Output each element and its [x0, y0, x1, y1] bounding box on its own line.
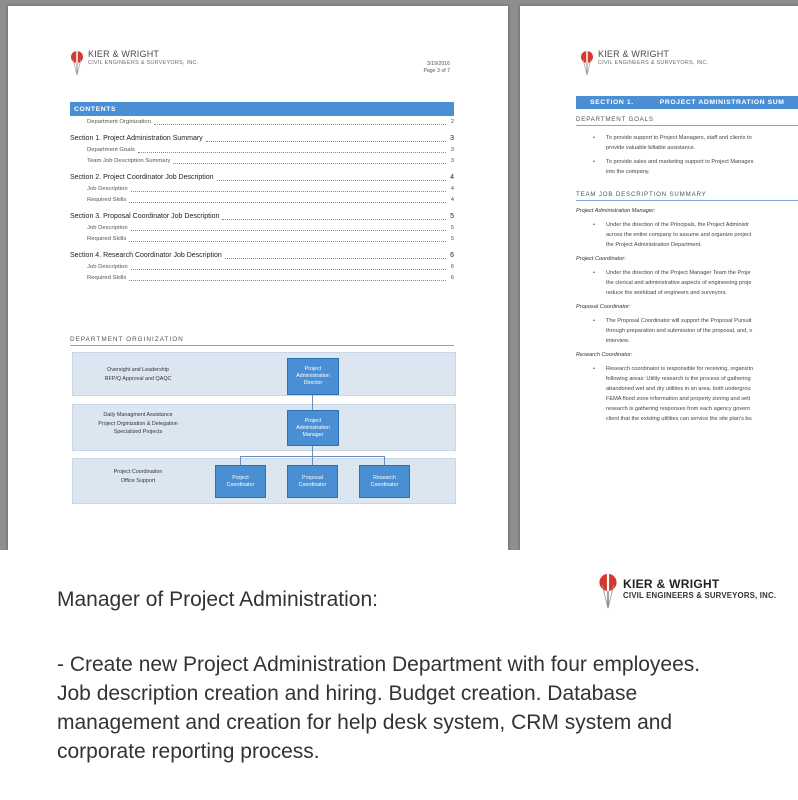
- org-connector: [384, 456, 385, 465]
- document-page-1: [8, 6, 508, 550]
- role-heading: Proposal Coordinator:: [576, 304, 631, 310]
- team-summary-title: TEAM JOB DESCRIPTION SUMMARY: [576, 191, 798, 201]
- toc-entry[interactable]: Job Description 4: [87, 185, 454, 192]
- org-connector: [240, 456, 241, 465]
- org-node-research-coordinator[interactable]: Research Coordinator: [359, 465, 410, 498]
- org-connector: [312, 456, 313, 465]
- band-leadership-label: Oversight and Leadership RFP/Q Approval and QAQC: [104, 367, 172, 382]
- table-of-contents: [70, 116, 454, 283]
- toc-section-entry[interactable]: Section 4. Research Coordinator Job Description 6: [70, 252, 454, 259]
- toc-entry[interactable]: Department Orginization 2: [87, 118, 454, 125]
- company-name: KIER & WRIGHT: [598, 49, 670, 59]
- toc-entry[interactable]: Department Goals 3: [87, 146, 454, 153]
- org-node-director[interactable]: Project Administration Director: [287, 358, 339, 395]
- toc-entry[interactable]: Job Description 5: [87, 224, 454, 231]
- company-name: KIER & WRIGHT: [623, 577, 720, 591]
- org-connector: [312, 446, 313, 456]
- role-description: • Research coordinator is responsible for receiving, organizin following areas: Utility research is the process of gathering abandoned wet and dry utilities in an area, both undergrou FEMA flood zone information and property zoning and sett research is gathering responses from each agency govern client that the existing utilities can service the site plan's bu: [576, 364, 798, 424]
- logo-mark-icon: [70, 50, 84, 76]
- org-node-project-coordinator[interactable]: Project Coordinator: [215, 465, 266, 498]
- company-name: KIER & WRIGHT: [88, 49, 160, 59]
- caption-title: Manager of Project Administration:: [57, 588, 378, 611]
- company-tagline: CIVIL ENGINEERS & SURVEYORS, INC.: [598, 60, 709, 66]
- logo-mark-icon: [598, 572, 618, 610]
- company-logo: [580, 50, 709, 76]
- toc-section-entry[interactable]: Section 2. Project Coordinator Job Description 4: [70, 174, 454, 181]
- section-body: [576, 116, 798, 428]
- role-description: • The Proposal Coordinator will support the Proposal Pursuit through preparation and submission of the proposal, and, v interview.: [576, 316, 798, 346]
- contents-header: CONTENTS: [70, 102, 454, 116]
- section-title: PROJECT ADMINISTRATION SUM: [659, 99, 785, 106]
- logo-mark-icon: [580, 50, 594, 76]
- role-description: • Under the direction of the Project Manager Team the Proje the clerical and administrative aspects of engineering proje reduce the workload of engineers and surveyors.: [576, 268, 798, 298]
- band-coordination-label: Project Coordination Office Support: [113, 469, 163, 484]
- document-page-2: [520, 6, 798, 550]
- org-node-manager[interactable]: Project Administration Manager: [287, 410, 339, 446]
- company-tagline: CIVIL ENGINEERS & SURVEYORS, INC.: [88, 60, 199, 66]
- goal-item: • To provide sales and marketing support to Project Manages into the company.: [576, 157, 798, 177]
- role-description: • Under the direction of the Principals, the Project Administr across the entire company to assume and organize project the Project Administration Department.: [576, 220, 798, 250]
- document-date: 3/19/2016: [426, 61, 450, 67]
- toc-entry[interactable]: Required Skills 4: [87, 196, 454, 203]
- org-section-title: DEPARTMENT ORGINIZATION: [70, 336, 454, 346]
- goal-item: • To provide support to Project Managers, staff and clients to provide valuable billable assistance.: [576, 133, 798, 153]
- caption-company-logo: [598, 572, 776, 610]
- toc-section-entry[interactable]: Section 3. Proposal Coordinator Job Description 5: [70, 213, 454, 220]
- company-tagline: CIVIL ENGINEERS & SURVEYORS, INC.: [623, 591, 777, 600]
- role-heading: Project Coordinator:: [576, 256, 626, 262]
- page-header-meta: [423, 61, 450, 75]
- toc-entry[interactable]: Required Skills 5: [87, 235, 454, 242]
- section-header-bar: [576, 96, 798, 109]
- role-heading: Project Administration Manager:: [576, 208, 656, 214]
- company-logo: [70, 50, 199, 76]
- org-node-proposal-coordinator[interactable]: Proposal Coordinator: [287, 465, 338, 498]
- band-management-label: Daily Managment Assistance Project Orginization & Delegation Specialized Projects: [98, 412, 178, 435]
- toc-entry[interactable]: Required Skills 6: [87, 274, 454, 281]
- department-goals-title: DEPARTMENT GOALS: [576, 116, 798, 126]
- toc-entry[interactable]: Team Job Description Summary 3: [87, 157, 454, 164]
- toc-section-entry[interactable]: Section 1. Project Administration Summary 3: [70, 135, 454, 142]
- toc-entry[interactable]: Job Description 6: [87, 263, 454, 270]
- page-number: Page 3 of 7: [423, 68, 450, 74]
- caption-body: - Create new Project Administration Department with four employees. Job description creation and hiring. Budget creation. Database management and creation for help desk system, CRM system and corporate reporting process.: [57, 653, 701, 763]
- section-label: SECTION 1.: [590, 99, 634, 106]
- role-heading: Research Coordinator:: [576, 352, 633, 358]
